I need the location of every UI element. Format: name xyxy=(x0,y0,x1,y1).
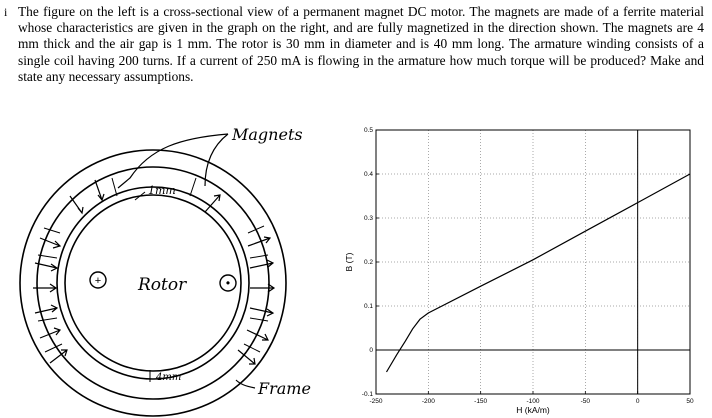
y-tick-label: 0 xyxy=(369,347,373,354)
bullet-marker: i xyxy=(4,5,8,19)
y-tick-label: 0.2 xyxy=(363,259,373,266)
label-rotor: Rotor xyxy=(138,275,187,295)
x-tick-label: -150 xyxy=(474,398,488,405)
label-air-gap: 1mm xyxy=(148,184,176,197)
problem-text: The figure on the left is a cross-sectional view of a permanent magnet DC motor. The magnets are made of a ferrite material whose characteristics are given in the graph on the right, and are fully magnetized in the direction shown. The magnets are 4 mm thick and the air gap is 1 mm. The rotor is 30 mm in diameter and is 40 mm long. The armature winding consists of a single coil having 200 turns. If a current of 250 mA is flowing in the armature how much torque will be produced? Make and state any necessary assumptions. xyxy=(18,4,704,84)
bh-curve-line xyxy=(387,174,691,372)
x-tick-label: -250 xyxy=(369,398,383,405)
x-tick-label: -50 xyxy=(580,398,591,405)
label-frame: Frame xyxy=(258,379,311,398)
motor-cross-section xyxy=(0,118,330,418)
current-in-mark: + xyxy=(94,275,102,287)
label-magnet-thickness: 4mm xyxy=(156,372,182,383)
x-axis-label: H (kA/m) xyxy=(516,405,550,415)
magnet-segment-lines xyxy=(38,178,268,352)
y-tick-label: 0.4 xyxy=(363,171,373,178)
y-tick-label: 0.3 xyxy=(363,215,373,222)
x-tick-label: 50 xyxy=(686,398,694,405)
x-tick-label: 0 xyxy=(635,398,640,405)
magnets-leader-lines xyxy=(118,134,228,188)
y-axis-label: B (T) xyxy=(344,252,354,272)
bh-curve-chart xyxy=(330,118,712,418)
x-tick-label: -200 xyxy=(421,398,435,405)
chart-series xyxy=(387,174,691,372)
problem-statement xyxy=(4,4,704,85)
y-tick-label: 0.1 xyxy=(363,303,373,310)
chart-grid xyxy=(376,130,690,394)
label-magnets: Magnets xyxy=(232,125,303,144)
chart-ticks xyxy=(362,127,694,405)
y-tick-label: 0.5 xyxy=(363,127,373,134)
x-tick-label: -100 xyxy=(526,398,540,405)
current-out-mark: • xyxy=(225,276,231,290)
y-tick-label: -0.1 xyxy=(361,391,373,398)
